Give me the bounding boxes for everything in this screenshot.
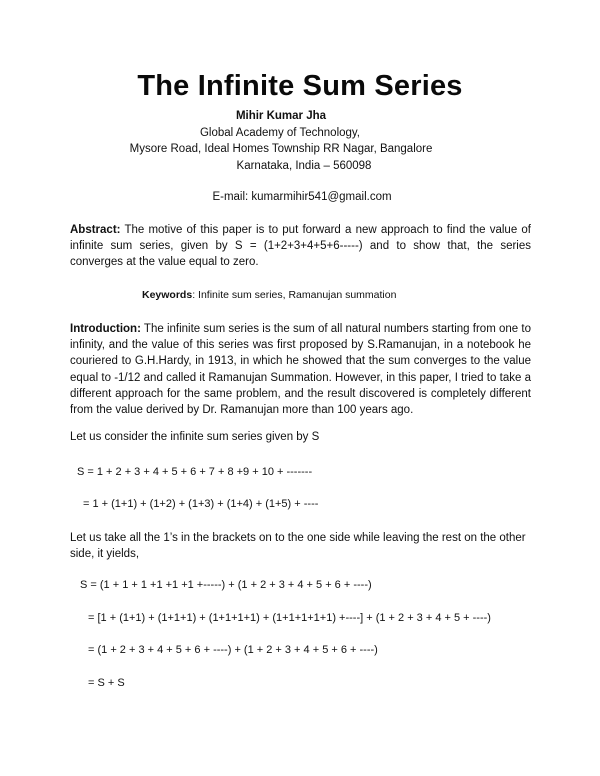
equation-4: = [1 + (1+1) + (1+1+1) + (1+1+1+1) + (1+1+1+1+1) +----] + (1 + 2 + 3 + 4 + 5 + ----) <box>88 612 491 624</box>
introduction-label: Introduction: <box>70 323 141 335</box>
equation-1: S = 1 + 2 + 3 + 4 + 5 + 6 + 7 + 8 +9 + 10 + ------- <box>77 466 313 478</box>
abstract-paragraph <box>70 222 531 271</box>
affiliation-line-1: Global Academy of Technology, <box>199 127 361 139</box>
keywords-label: Keywords <box>142 289 193 301</box>
equation-2: = 1 + (1+1) + (1+2) + (1+3) + (1+4) + (1+5) + ---- <box>83 498 319 510</box>
author-email: E-mail: kumarmihir541@gmail.com <box>212 191 392 203</box>
author-name: Mihir Kumar Jha <box>235 110 327 122</box>
introduction-text: The infinite sum series is the sum of all natural numbers starting from one to infinity, and the value of this series was first proposed by S.Ramanujan, in a notebook he couriered to G.H.Hardy, in 1913, in which he showed that the sum converges to the value equal to -1/12 and called it Ramanujan Summation. However, in this paper, I tried to take a different approach for the same problem, and the result discovered is completely different from the value derived by Dr. Ramanujan more than 100 years ago. <box>70 323 531 417</box>
paper-title: The Infinite Sum Series <box>137 70 463 102</box>
affiliation-line-3: Karnataka, India – 560098 <box>236 160 372 172</box>
keywords-text: : Infinite sum series, Ramanujan summation <box>192 289 397 301</box>
affiliation-line-2: Mysore Road, Ideal Homes Township RR Nagar, Bangalore <box>129 143 433 155</box>
introduction-paragraph <box>70 321 531 418</box>
body-text-take: Let us take all the 1’s in the brackets on to the one side while leaving the rest on the other side, it yields, <box>70 532 526 561</box>
equation-3: S = (1 + 1 + 1 +1 +1 +1 +-----) + (1 + 2 + 3 + 4 + 5 + 6 + ----) <box>80 579 372 591</box>
equation-6: = S + S <box>88 677 125 689</box>
abstract-label: Abstract: <box>70 224 121 236</box>
abstract-text: The motive of this paper is to put forward a new approach to find the value of infinite sum series, given by S = (1+2+3+4+5+6-----) and to show that, the series converges at the value equal to zero. <box>70 224 531 269</box>
body-text-consider: Let us consider the infinite sum series given by S <box>70 431 320 443</box>
keywords-line <box>142 289 396 301</box>
equation-5: = (1 + 2 + 3 + 4 + 5 + 6 + ----) + (1 + 2 + 3 + 4 + 5 + 6 + ----) <box>88 644 378 656</box>
